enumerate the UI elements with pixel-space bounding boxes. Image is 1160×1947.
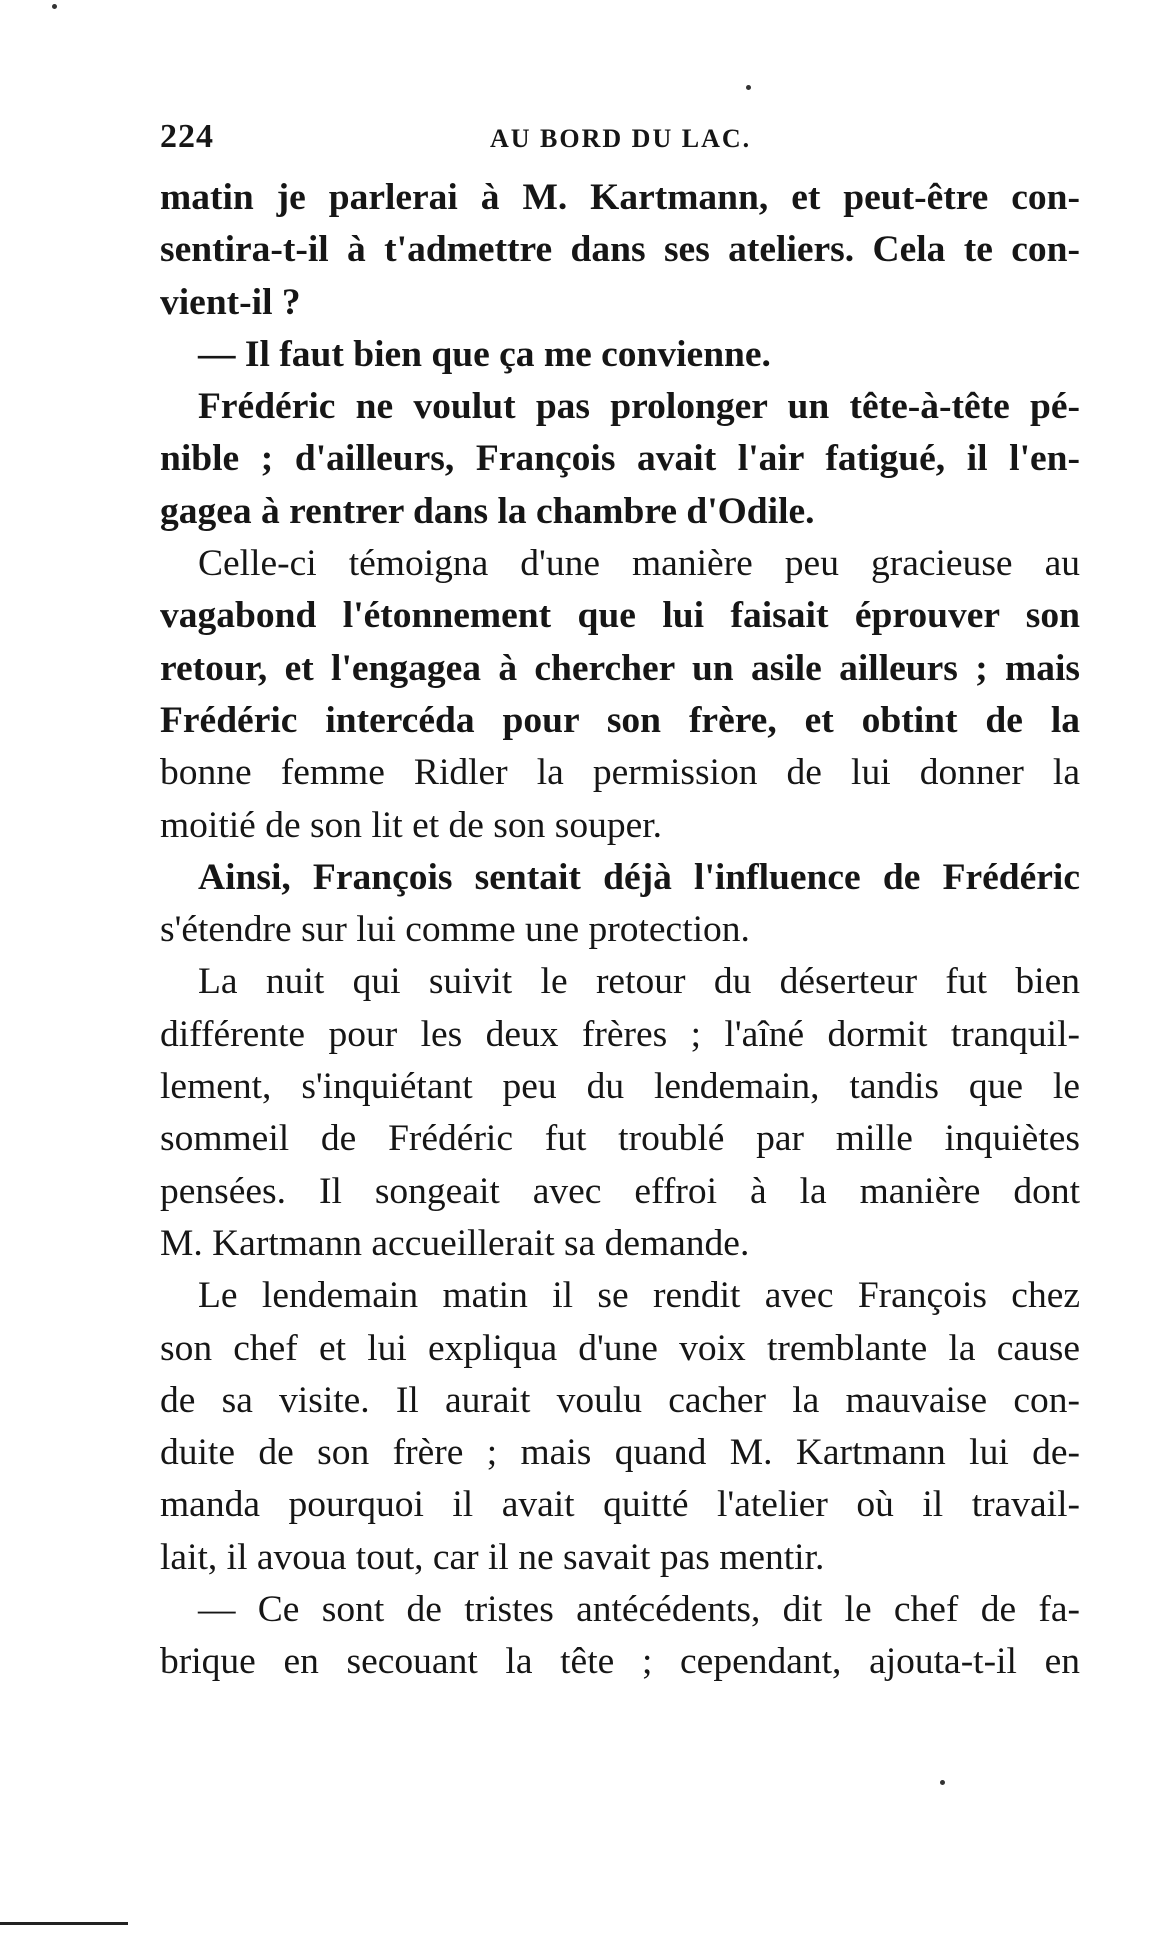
text-line: différente pour les deux frères ; l'aîné dormit tranquil-: [160, 1013, 1080, 1055]
text-line: manda pourquoi il avait quitté l'atelier où il travail-: [160, 1484, 1080, 1526]
text-line: duite de son frère ; mais quand M. Kartmann lui de-: [160, 1432, 1080, 1474]
text-line: nible ; d'ailleurs, François avait l'air fatigué, il l'en-: [160, 438, 1080, 480]
text-line: vient-il ?: [160, 281, 301, 323]
text-line: sentira-t-il à t'admettre dans ses ateliers. Cela te con-: [160, 229, 1080, 271]
text-line: retour, et l'engagea à chercher un asile ailleurs ; mais: [160, 647, 1080, 689]
scan-speck: [940, 1780, 945, 1785]
scan-speck: [746, 85, 751, 90]
text-line: bonne femme Ridler la permission de lui donner la: [160, 752, 1080, 794]
scan-speck: [52, 4, 57, 9]
text-line: vagabond l'étonnement que lui faisait éprouver son: [160, 595, 1080, 637]
text-line: lait, il avoua tout, car il ne savait pas mentir.: [160, 1536, 825, 1578]
footer-rule: [0, 1922, 128, 1925]
text-line: — Il faut bien que ça me convienne.: [198, 333, 771, 375]
page-number: 224: [160, 118, 214, 155]
body-text: [160, 172, 1080, 1689]
text-line: Ainsi, François sentait déjà l'influence de Frédéric: [198, 856, 1080, 898]
text-line: lement, s'inquiétant peu du lendemain, tandis que le: [160, 1066, 1080, 1108]
text-line: sommeil de Frédéric fut troublé par mille inquiètes: [160, 1118, 1080, 1160]
text-line: — Ce sont de tristes antécédents, dit le chef de fa-: [198, 1589, 1080, 1631]
text-line: La nuit qui suivit le retour du déserteur fut bien: [198, 961, 1080, 1003]
page-header: [160, 118, 1080, 158]
text-line: pensées. Il songeait avec effroi à la manière dont: [160, 1170, 1080, 1212]
text-line: Celle-ci témoigna d'une manière peu gracieuse au: [198, 543, 1080, 585]
text-line: M. Kartmann accueillerait sa demande.: [160, 1222, 750, 1264]
text-line: brique en secouant la tête ; cependant, ajouta-t-il en: [160, 1641, 1080, 1683]
text-line: moitié de son lit et de son souper.: [160, 804, 663, 846]
text-line: s'étendre sur lui comme une protection.: [160, 909, 750, 951]
text-line: Frédéric ne voulut pas prolonger un tête-à-tête pé-: [198, 386, 1080, 428]
running-title: AU BORD DU LAC.: [490, 124, 752, 153]
text-line: de sa visite. Il aurait voulu cacher la mauvaise con-: [160, 1379, 1080, 1421]
text-line: Frédéric intercéda pour son frère, et obtint de la: [160, 699, 1080, 741]
text-line: matin je parlerai à M. Kartmann, et peut-être con-: [160, 177, 1080, 218]
text-line: son chef et lui expliqua d'une voix tremblante la cause: [160, 1327, 1080, 1369]
text-line: Le lendemain matin il se rendit avec François chez: [198, 1275, 1080, 1317]
text-line: gagea à rentrer dans la chambre d'Odile.: [160, 490, 815, 532]
